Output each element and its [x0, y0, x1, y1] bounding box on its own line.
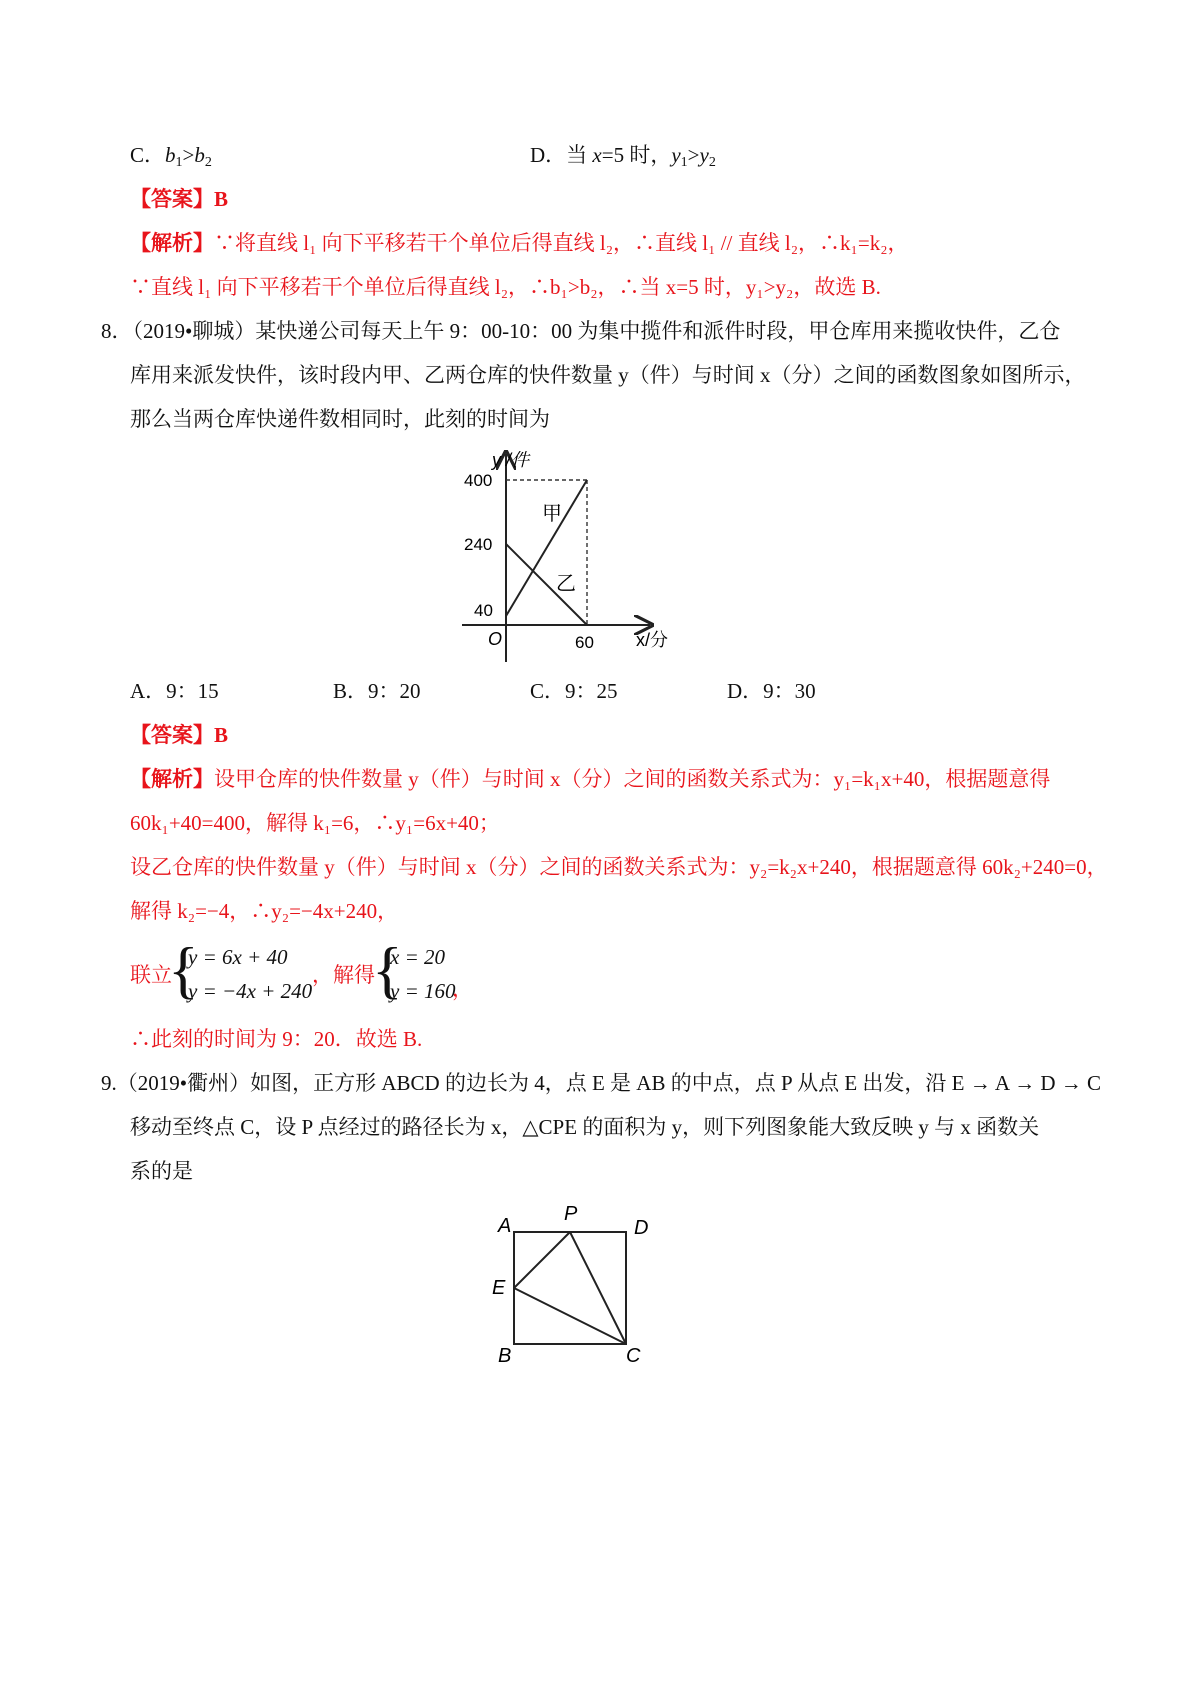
q9-segment-ec — [514, 1288, 626, 1344]
q8-graph-figure — [440, 440, 690, 670]
q8-stem-line-1: 8．（2019•聊城）某快递公司每天上午 9：00-10：00 为集中揽件和派件时段，甲仓库用来揽收快件，乙仓 — [101, 319, 1061, 343]
q8-x-axis-label: x/分 — [636, 630, 669, 650]
q8-analysis-line-4: 解得 k₂=−4，∴y₂=−4x+240， — [130, 899, 399, 923]
q8-analysis-line-3: 设乙仓库的快件数量 y（件）与时间 x（分）之间的函数关系式为：y₂=k₂x+240，根据题意得 60k₂+240=0， — [130, 855, 1108, 879]
q8-option-b: B．9：20 — [333, 679, 421, 703]
q7-analysis-line-2: ∵直线 l₁ 向下平移若干个单位后得直线 l₂，∴b₁>b₂，∴当 x=5 时，y₁>y₂，故选 B. — [130, 275, 881, 299]
q8-y-tick-240: 240 — [464, 535, 493, 554]
q7-answer: 【答案】B — [130, 187, 229, 211]
q8-solution-suffix: ， — [452, 977, 473, 1001]
q8-y-axis-label: y /件 — [492, 450, 530, 470]
q9-label-e: E — [492, 1277, 506, 1299]
q8-stem-line-2: 库用来派发快件，该时段内甲、乙两仓库的快件数量 y（件）与时间 x（分）之间的函数图象如图所示， — [130, 363, 1086, 387]
q8-option-d: D．9：30 — [727, 679, 816, 703]
q8-system-eq-2: y = −4x + 240 — [188, 979, 313, 1003]
q8-analysis-tag: 【解析】 — [130, 767, 214, 791]
q8-label-yi: 乙 — [556, 573, 576, 595]
q9-stem-line-3: 系的是 — [130, 1159, 193, 1183]
q8-x-tick-60: 60 — [575, 633, 594, 652]
q8-line-jia — [506, 480, 587, 616]
q9-label-d: D — [634, 1217, 649, 1239]
q8-analysis-line-1: 【解析】设甲仓库的快件数量 y（件）与时间 x（分）之间的函数关系式为：y₁=k₁x+40，根据题意得 — [130, 767, 1051, 791]
q8-system-brace: { — [168, 934, 199, 1005]
q7-analysis-line-1: 【解析】∵将直线 l₁ 向下平移若干个单位后得直线 l₂，∴直线 l₁ // 直线 l₂，∴k₁=k₂， — [130, 231, 909, 255]
q9-label-c: C — [626, 1345, 641, 1366]
q9-segment-pe — [514, 1232, 570, 1288]
q8-solution-brace: { — [372, 934, 403, 1005]
q8-label-jia: 甲 — [542, 503, 562, 525]
q8-y-tick-400: 400 — [464, 471, 493, 490]
q9-stem-line-2: 移动至终点 C，设 P 点经过的路径长为 x，△CPE 的面积为 y，则下列图象能大致反映 y 与 x 函数关 — [130, 1115, 1040, 1139]
q8-system-prefix: 联立 — [130, 963, 172, 987]
q8-conclusion: ∴此刻的时间为 9：20．故选 B. — [130, 1027, 423, 1051]
q7-option-d: D．当 x=5 时，$y_1>y_2$ — [530, 143, 716, 170]
q9-label-b: B — [498, 1345, 512, 1366]
q8-stem-line-3: 那么当两仓库快递件数相同时，此刻的时间为 — [130, 407, 550, 431]
q8-option-c: C．9：25 — [530, 679, 618, 703]
q9-stem-line-1: 9.（2019•衢州）如图，正方形 ABCD 的边长为 4，点 E 是 AB 的中点，点 P 从点 E 出发，沿 E → A → D → C — [101, 1071, 1102, 1095]
q8-answer: 【答案】B — [130, 723, 229, 747]
q7-analysis-tag: 【解析】 — [130, 231, 214, 255]
q8-analysis-line-2: 60k₁+40=400，解得 k₁=6，∴y₁=6x+40； — [130, 811, 500, 835]
q8-solution-eq-1: x = 20 — [390, 945, 445, 969]
q8-solution-eq-2: y = 160 — [390, 979, 456, 1003]
q9-square-figure — [484, 1196, 660, 1366]
q8-solve-prefix: ，解得 — [312, 963, 375, 987]
q9-label-p: P — [564, 1203, 578, 1225]
q8-y-tick-40: 40 — [474, 601, 493, 620]
q8-option-a: A．9：15 — [130, 679, 219, 703]
q8-origin-label: O — [488, 629, 503, 649]
q9-label-a: A — [498, 1215, 512, 1237]
q9-segment-pc — [570, 1232, 626, 1344]
q8-system-eq-1: y = 6x + 40 — [188, 945, 288, 969]
q7-option-c: C．$b_1>b_2$ — [130, 143, 212, 170]
q9-square-abcd — [514, 1232, 626, 1344]
